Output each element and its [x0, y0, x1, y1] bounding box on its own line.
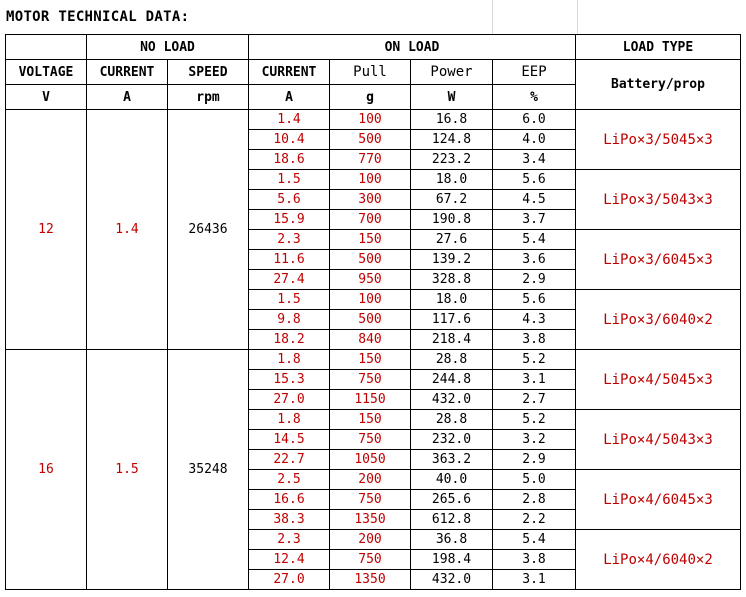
eep-cell: 3.7: [493, 210, 576, 230]
power-cell: 18.0: [411, 290, 493, 310]
pull-cell: 840: [330, 330, 411, 350]
eep-cell: 4.3: [493, 310, 576, 330]
load-type-cell: LiPo×4/6040×2: [576, 530, 741, 590]
eep-cell: 2.9: [493, 270, 576, 290]
table-row: [6, 350, 741, 370]
on-load-current-cell: 38.3: [249, 510, 330, 530]
on-load-current-cell: 10.4: [249, 130, 330, 150]
power-cell: 28.8: [411, 350, 493, 370]
eep-cell: 5.2: [493, 350, 576, 370]
eep-cell: 5.0: [493, 470, 576, 490]
pull-cell: 1150: [330, 390, 411, 410]
pull-cell: 150: [330, 410, 411, 430]
load-type-cell: LiPo×4/5045×3: [576, 350, 741, 410]
power-cell: 117.6: [411, 310, 493, 330]
power-cell: 124.8: [411, 130, 493, 150]
sheet-gridline: [577, 0, 578, 34]
pull-cell: 1350: [330, 570, 411, 590]
power-cell: 328.8: [411, 270, 493, 290]
eep-header: EEP: [493, 60, 576, 85]
power-cell: 612.8: [411, 510, 493, 530]
voltage-unit: V: [6, 85, 87, 110]
on-load-current-cell: 1.5: [249, 290, 330, 310]
eep-cell: 2.9: [493, 450, 576, 470]
power-cell: 40.0: [411, 470, 493, 490]
on-load-current-cell: 1.8: [249, 350, 330, 370]
eep-cell: 4.5: [493, 190, 576, 210]
pull-header: Pull: [330, 60, 411, 85]
eep-cell: 3.2: [493, 430, 576, 450]
sheet-title: MOTOR TECHNICAL DATA:: [6, 9, 190, 25]
power-cell: 265.6: [411, 490, 493, 510]
load-type-cell: LiPo×4/6045×3: [576, 470, 741, 530]
on-load-current-unit: A: [249, 85, 330, 110]
pull-cell: 500: [330, 130, 411, 150]
voltage-header: VOLTAGE: [6, 60, 87, 85]
power-cell: 36.8: [411, 530, 493, 550]
no-load-header: NO LOAD: [87, 35, 249, 60]
pull-cell: 1050: [330, 450, 411, 470]
on-load-current-cell: 15.9: [249, 210, 330, 230]
power-cell: 363.2: [411, 450, 493, 470]
speed-cell: 26436: [168, 110, 249, 350]
table-row: [6, 110, 741, 130]
pull-cell: 100: [330, 110, 411, 130]
pull-cell: 750: [330, 370, 411, 390]
power-cell: 432.0: [411, 390, 493, 410]
pull-cell: 750: [330, 550, 411, 570]
pull-cell: 500: [330, 250, 411, 270]
on-load-current-cell: 1.4: [249, 110, 330, 130]
eep-cell: 2.8: [493, 490, 576, 510]
power-cell: 232.0: [411, 430, 493, 450]
voltage-cell: 12: [6, 110, 87, 350]
load-type-header: LOAD TYPE: [576, 35, 741, 60]
eep-cell: 6.0: [493, 110, 576, 130]
power-cell: 18.0: [411, 170, 493, 190]
eep-cell: 5.6: [493, 290, 576, 310]
pull-cell: 950: [330, 270, 411, 290]
power-cell: 244.8: [411, 370, 493, 390]
on-load-current-cell: 5.6: [249, 190, 330, 210]
eep-cell: 5.2: [493, 410, 576, 430]
corner-header-cell: [6, 35, 87, 60]
eep-cell: 3.8: [493, 550, 576, 570]
no-load-current-cell: 1.4: [87, 110, 168, 350]
power-cell: 190.8: [411, 210, 493, 230]
eep-unit: %: [493, 85, 576, 110]
power-cell: 218.4: [411, 330, 493, 350]
on-load-current-header: CURRENT: [249, 60, 330, 85]
on-load-current-cell: 1.8: [249, 410, 330, 430]
power-cell: 432.0: [411, 570, 493, 590]
on-load-current-cell: 14.5: [249, 430, 330, 450]
pull-cell: 750: [330, 490, 411, 510]
pull-cell: 300: [330, 190, 411, 210]
on-load-current-cell: 2.5: [249, 470, 330, 490]
eep-cell: 3.8: [493, 330, 576, 350]
speed-header: SPEED: [168, 60, 249, 85]
eep-cell: 5.4: [493, 230, 576, 250]
pull-unit: g: [330, 85, 411, 110]
on-load-current-cell: 22.7: [249, 450, 330, 470]
power-cell: 223.2: [411, 150, 493, 170]
on-load-header: ON LOAD: [249, 35, 576, 60]
on-load-current-cell: 18.6: [249, 150, 330, 170]
power-cell: 27.6: [411, 230, 493, 250]
on-load-current-cell: 9.8: [249, 310, 330, 330]
eep-cell: 3.1: [493, 370, 576, 390]
pull-cell: 100: [330, 290, 411, 310]
pull-cell: 200: [330, 530, 411, 550]
on-load-current-cell: 11.6: [249, 250, 330, 270]
eep-cell: 4.0: [493, 130, 576, 150]
on-load-current-cell: 15.3: [249, 370, 330, 390]
load-type-cell: LiPo×3/5043×3: [576, 170, 741, 230]
voltage-cell: 16: [6, 350, 87, 590]
no-load-current-header: CURRENT: [87, 60, 168, 85]
pull-cell: 100: [330, 170, 411, 190]
pull-cell: 1350: [330, 510, 411, 530]
power-cell: 16.8: [411, 110, 493, 130]
power-cell: 198.4: [411, 550, 493, 570]
eep-cell: 3.4: [493, 150, 576, 170]
battery-prop-header: Battery/prop: [576, 60, 741, 110]
load-type-cell: LiPo×3/5045×3: [576, 110, 741, 170]
pull-cell: 700: [330, 210, 411, 230]
motor-data-table: [5, 34, 741, 590]
power-cell: 67.2: [411, 190, 493, 210]
on-load-current-cell: 16.6: [249, 490, 330, 510]
sheet-gridline: [492, 0, 493, 34]
eep-cell: 3.1: [493, 570, 576, 590]
on-load-current-cell: 27.4: [249, 270, 330, 290]
speed-cell: 35248: [168, 350, 249, 590]
load-type-cell: LiPo×3/6040×2: [576, 290, 741, 350]
power-cell: 139.2: [411, 250, 493, 270]
eep-cell: 5.4: [493, 530, 576, 550]
load-type-cell: LiPo×3/6045×3: [576, 230, 741, 290]
load-type-cell: LiPo×4/5043×3: [576, 410, 741, 470]
pull-cell: 150: [330, 230, 411, 250]
eep-cell: 2.7: [493, 390, 576, 410]
on-load-current-cell: 27.0: [249, 390, 330, 410]
pull-cell: 500: [330, 310, 411, 330]
speed-unit: rpm: [168, 85, 249, 110]
on-load-current-cell: 2.3: [249, 530, 330, 550]
no-load-current-cell: 1.5: [87, 350, 168, 590]
pull-cell: 770: [330, 150, 411, 170]
pull-cell: 150: [330, 350, 411, 370]
on-load-current-cell: 2.3: [249, 230, 330, 250]
eep-cell: 2.2: [493, 510, 576, 530]
power-header: Power: [411, 60, 493, 85]
power-unit: W: [411, 85, 493, 110]
no-load-current-unit: A: [87, 85, 168, 110]
on-load-current-cell: 12.4: [249, 550, 330, 570]
on-load-current-cell: 27.0: [249, 570, 330, 590]
on-load-current-cell: 1.5: [249, 170, 330, 190]
pull-cell: 750: [330, 430, 411, 450]
eep-cell: 5.6: [493, 170, 576, 190]
pull-cell: 200: [330, 470, 411, 490]
power-cell: 28.8: [411, 410, 493, 430]
eep-cell: 3.6: [493, 250, 576, 270]
on-load-current-cell: 18.2: [249, 330, 330, 350]
